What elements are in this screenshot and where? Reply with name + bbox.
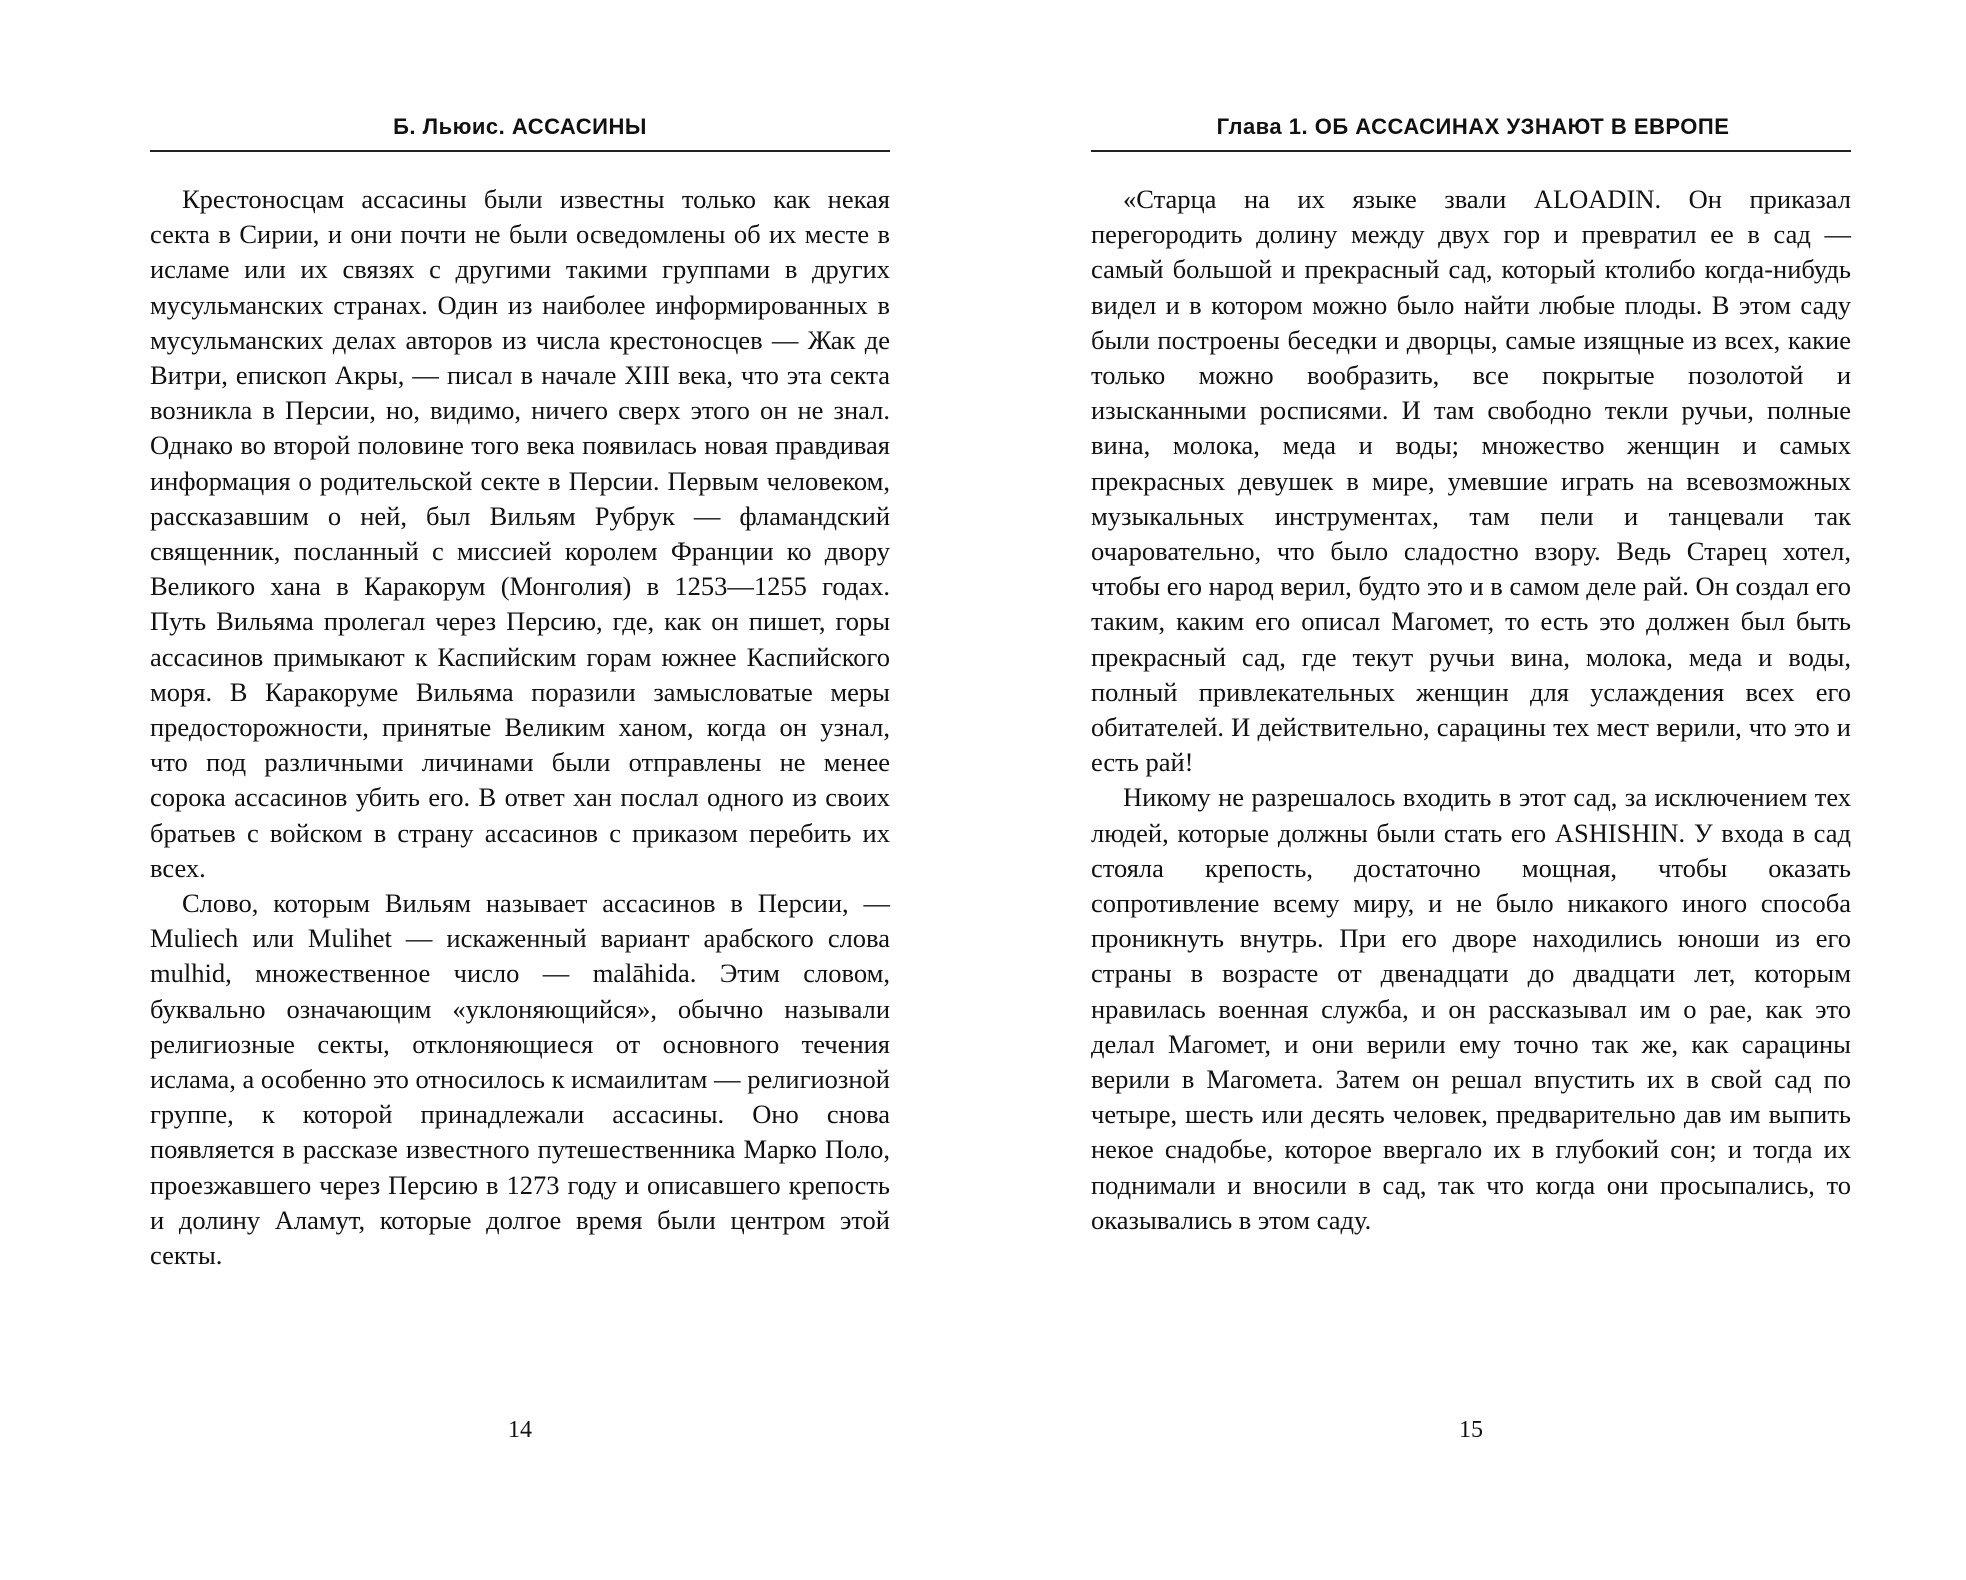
right-body-text <box>1091 182 1851 1238</box>
right-paragraph-1: «Старца на их языке звали ALOADIN. Он приказал перегородить долину между двух гор и превратил ее в сад — самый большой и прекрасный сад, который ктолибо когда-нибудь видел и в котором можно было найти любые плоды. В этом саду были построены беседки и дворцы, самые изящные из всех, какие только можно вообразить, все покрытые позолотой и изысканными росписями. И там свободно текли ручьи, полные вина, молока, меда и воды; множество женщин и самых прекрасных девушек в мире, умевшие играть на всевозможных музыкальных инструментах, там пели и танцевали так очаровательно, что было сладостно взору. Ведь Старец хотел, чтобы его народ верил, будто это и в самом деле рай. Он создал его таким, каким его описал Магомет, то есть это должен был быть прекрасный сад, где текут ручьи вина, молока, меда и воды, полный привлекательных женщин для услаждения всех его обитателей. И действительно, сарацины тех мест верили, что это и есть рай! <box>1091 184 1851 778</box>
left-running-head: Б. Льюис. АССАСИНЫ <box>393 114 647 139</box>
right-page-number: 15 <box>1459 1417 1483 1443</box>
left-body-text <box>150 182 890 1273</box>
right-head-rule <box>1091 150 1851 152</box>
left-page-number: 14 <box>508 1417 532 1443</box>
right-paragraph-2: Никому не разрешалось входить в этот сад, за исключением тех людей, которые должны были стать его ASHISHIN. У входа в сад стояла крепость, достаточно мощная, чтобы оказать сопротивление всему миру, и не было никакого иного способа проникнуть внутрь. При его дворе находились юноши из его страны в возрасте от двенадцати до двадцати лет, которым нравилась военная служба, и он рассказывал им о рае, как это делал Магомет, и они верили ему точно так же, как сарацины верили в Магомета. Затем он решал впустить их в свой сад по четыре, шесть или десять человек, предварительно дав им выпить некое снадобье, которое ввергало их в глубокий сон; и тогда их поднимали и вносили в сад, так что когда они просыпались, то оказывались в этом саду. <box>1091 782 1851 1235</box>
right-running-head: Глава 1. ОБ АССАСИНАХ УЗНАЮТ В ЕВРОПЕ <box>1216 114 1730 139</box>
right-page <box>983 0 1966 1580</box>
left-paragraph-1: Крестоносцам ассасины были известны только как некая секта в Сирии, и они почти не были осведомлены об их месте в исламе или их связях с другими такими группами в других мусульманских странах. Один из наиболее информированных в мусульманских делах авторов из числа крестоносцев — Жак де Витри, епископ Акры, — писал в начале XIII века, что эта секта возникла в Персии, но, видимо, ничего сверх этого он не знал. Однако во второй половине того века появилась новая правдивая информация о родительской секте в Персии. Первым человеком, рассказавшим о ней, был Вильям Рубрук — фламандский священник, посланный с миссией королем Франции ко двору Великого хана в Каракорум (Монголия) в 1253—1255 годах. Путь Вильяма пролегал через Персию, где, как он пишет, горы ассасинов примыкают к Каспийским горам южнее Каспийского моря. В Каракоруме Вильяма поразили замысловатые меры предосторожности, принятые Великим ханом, когда он узнал, что под различными личинами были отправлены не менее сорока ассасинов убить его. В ответ хан послал одного из своих братьев с войском в страну ассасинов с приказом перебить их всех. <box>150 184 890 883</box>
left-head-rule <box>150 150 890 152</box>
left-paragraph-2: Слово, которым Вильям называет ассасинов в Персии, — Muliech или Mulihet — искаженный вариант арабского слова mulhid, множественное число — malāhida. Этим словом, буквально означающим «уклоняющийся», обычно называли религиозные секты, отклоняющиеся от основного течения ислама, а особенно это относилось к исмаилитам — религиозной группе, к которой принадлежали ассасины. Оно снова появляется в рассказе известного путешественника Марко Поло, проезжавшего через Персию в 1273 году и описавшего крепость и долину Аламут, которые долгое время были центром этой секты. <box>150 888 890 1271</box>
